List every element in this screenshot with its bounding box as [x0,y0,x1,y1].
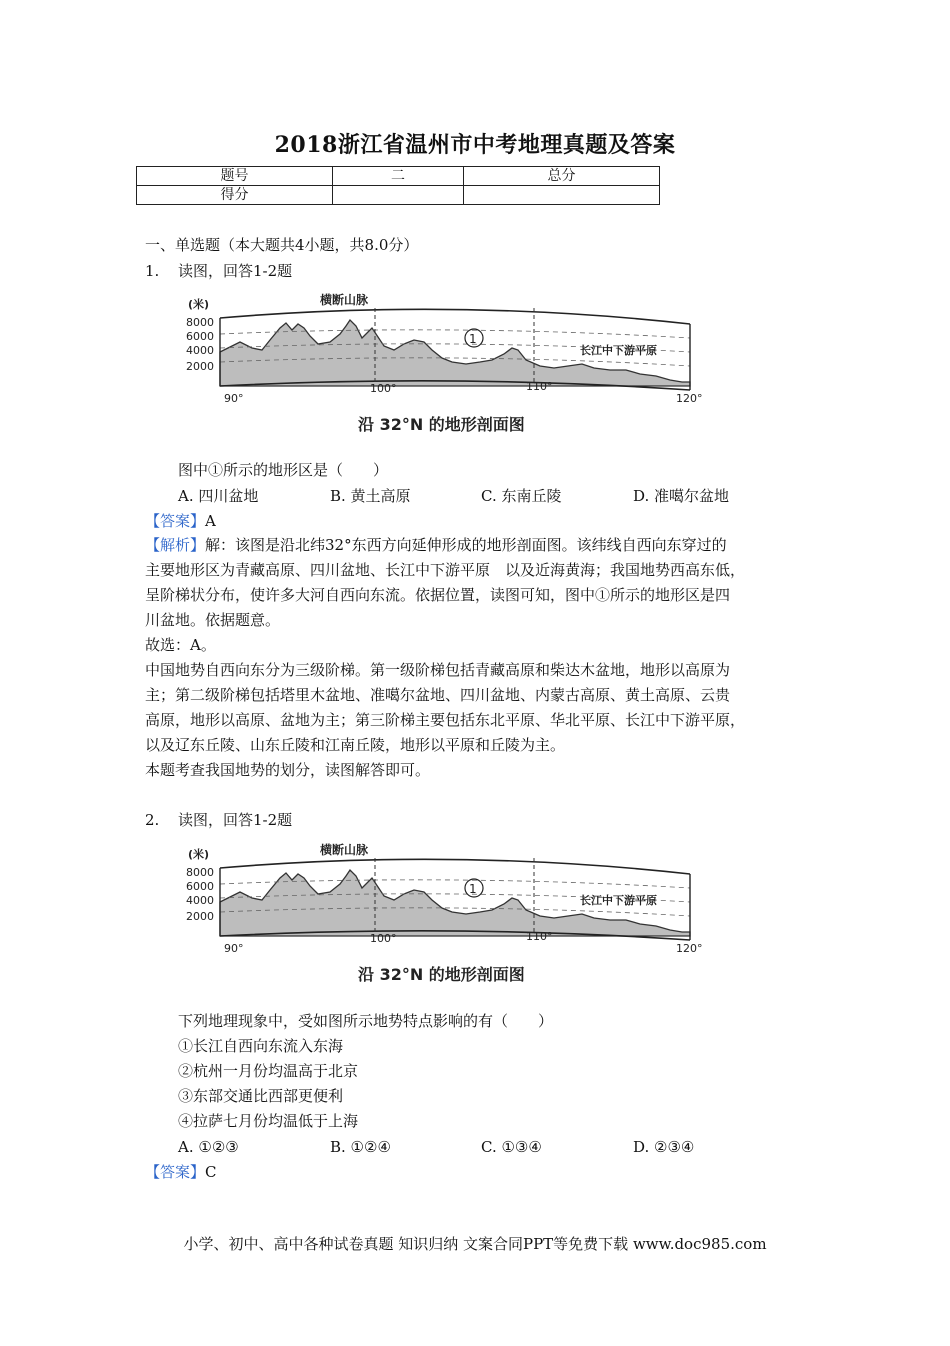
analysis-line: 中国地势自西向东分为三级阶梯。第一级阶梯包括青藏高原和柴达木盆地，地形以高原为 [145,661,731,679]
statement-item: ④拉萨七月份均温低于上海 [178,1112,359,1130]
mountain-range-label: 横断山脉 [320,293,369,307]
figure-caption: 沿 32°N 的地形剖面图 [358,965,525,984]
y-tick-label: 2000 [186,360,214,373]
option-d: D. ②③④ [633,1138,695,1156]
question-prompt: 下列地理现象中，受如图所示地势特点影响的有（ ） [178,1012,554,1030]
statement-item: ②杭州一月份均温高于北京 [178,1062,359,1080]
x-tick-label: 90° [224,942,244,955]
option-b: B. 黄土高原 [330,487,411,505]
table-row [137,186,660,205]
page-title: 2018浙江省温州市中考地理真题及答案 [274,132,676,158]
analysis-line: 川盆地。依据题意。 [145,611,281,629]
analysis-line: 以及辽东丘陵、山东丘陵和江南丘陵，地形以平原和丘陵为主。 [145,736,566,754]
y-axis-unit-label: (米) [188,298,210,311]
terrain-profile-figure [170,840,710,990]
x-tick-label: 100° [370,382,397,395]
y-tick-label: 6000 [186,880,214,893]
answer-tag: 【答案】 [145,1163,206,1181]
y-tick-label: 8000 [186,866,214,879]
question-number: 1. [145,262,160,280]
question-stem: 读图，回答1-2题 [178,262,293,280]
y-axis-unit-label: (米) [188,848,210,861]
option-a: A. 四川盆地 [178,487,259,505]
plain-label: 长江中下游平原 [580,894,657,907]
x-tick-label: 110° [526,380,553,393]
table-row [137,167,660,186]
frame-top-curve [220,309,690,324]
y-tick-label: 4000 [186,894,214,907]
answer-line [145,1162,217,1182]
figure-caption: 沿 32°N 的地形剖面图 [358,415,525,434]
analysis-line: 本题考查我国地势的划分，读图解答即可。 [145,761,431,779]
footer-text: 小学、初中、高中各种试卷真题 知识归纳 文案合同PPT等免费下载 www.doc985.com [183,1235,767,1253]
question-stem: 读图，回答1-2题 [178,811,293,829]
table-cell: 得分 [137,186,333,205]
answer-tag: 【答案】 [145,512,206,530]
region-marker-label: 1 [469,332,477,346]
analysis-line: 【解析】解：该图是沿北纬32°东西方向延伸形成的地形剖面图。该纬线自西向东穿过的 [145,536,727,554]
option-c: C. ①③④ [481,1138,542,1156]
statement-item: ①长江自西向东流入东海 [178,1037,344,1055]
mountain-range-label: 横断山脉 [320,843,369,857]
x-tick-label: 100° [370,932,397,945]
y-tick-label: 4000 [186,344,214,357]
region-marker-label: 1 [469,882,477,896]
analysis-tag: 【解析】 [145,536,206,554]
option-b: B. ①②④ [330,1138,391,1156]
analysis-line: 高原，地形以高原、盆地为主；第三阶梯主要包括东北平原、华北平原、长江中下游平原， [145,711,746,729]
y-tick-label: 6000 [186,330,214,343]
option-d: D. 准噶尔盆地 [633,487,730,505]
table-cell [333,186,464,205]
question-prompt: 图中①所示的地形区是（ ） [178,461,389,479]
option-c: C. 东南丘陵 [481,487,562,505]
analysis-line: 呈阶梯状分布，使许多大河自西向东流。依据位置，读图可知，图中①所示的地形区是四 [145,586,731,604]
y-tick-label: 8000 [186,316,214,329]
question-number: 2. [145,811,160,829]
analysis-line: 主要地形区为青藏高原、四川盆地、长江中下游平原 以及近海黄海；我国地势西高东低， [145,561,746,579]
frame-top-curve [220,859,690,874]
analysis-line: 主；第二级阶梯包括塔里木盆地、准噶尔盆地、四川盆地、内蒙古高原、黄土高原、云贵 [145,686,731,704]
x-tick-label: 110° [526,930,553,943]
answer-value: C [205,1163,217,1181]
analysis-line: 故选：A。 [145,636,216,654]
x-tick-label: 120° [676,392,703,405]
table-cell: 题号 [137,167,333,186]
statement-item: ③东部交通比西部更便利 [178,1087,344,1105]
answer-line [145,511,216,531]
x-tick-label: 90° [224,392,244,405]
terrain-profile-figure [170,290,710,440]
table-cell [464,186,660,205]
x-tick-label: 120° [676,942,703,955]
section-heading: 一、单选题（本大题共4小题，共8.0分） [145,236,419,254]
table-cell: 总分 [464,167,660,186]
analysis-block [145,533,810,783]
plain-label: 长江中下游平原 [580,344,657,357]
option-a: A. ①②③ [178,1138,239,1156]
answer-value: A [205,512,216,530]
y-tick-label: 2000 [186,910,214,923]
table-cell: 二 [333,167,464,186]
score-table [136,166,660,205]
